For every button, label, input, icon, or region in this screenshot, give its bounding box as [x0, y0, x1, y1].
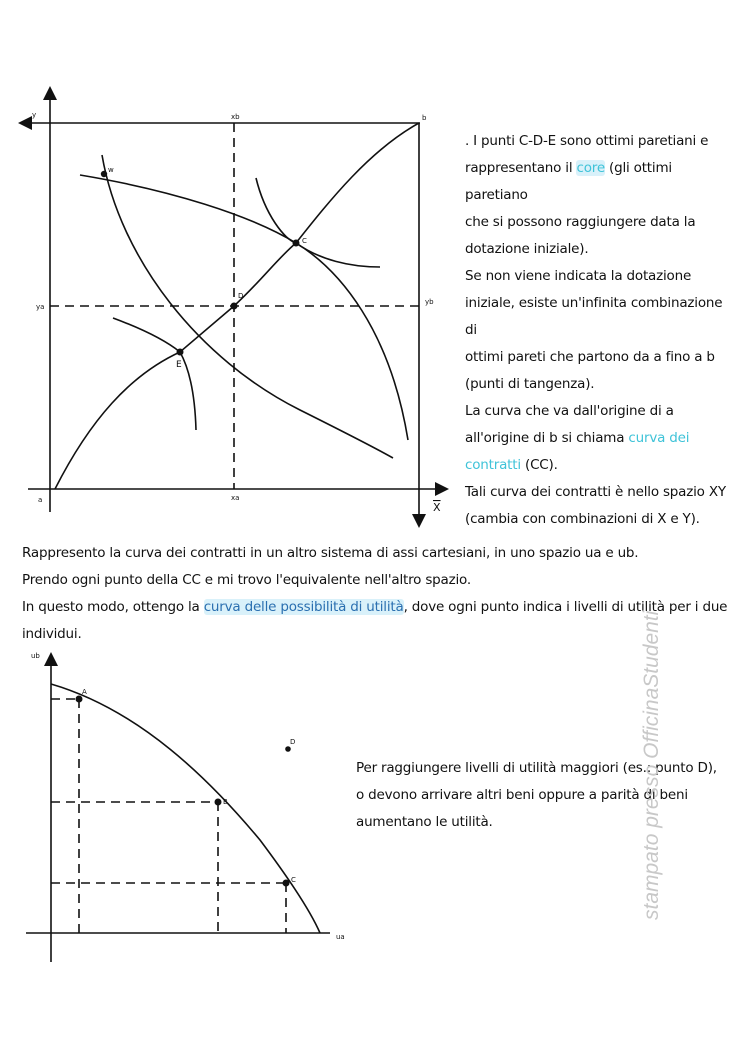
- highlight-contratti: contratti: [465, 457, 521, 473]
- label-yb: yb: [425, 298, 434, 306]
- note-line: Tali curva dei contratti è nello spazio XY: [465, 484, 726, 500]
- point-C: [283, 880, 290, 887]
- point-d: [231, 303, 238, 310]
- note-utility: [356, 755, 736, 836]
- label-ua: ua: [336, 933, 345, 941]
- note-line: dotazione iniziale).: [465, 241, 589, 257]
- label-C: C: [291, 876, 296, 884]
- label-A: A: [82, 688, 87, 696]
- note-line: aumentano le utilità.: [356, 814, 493, 830]
- arrow-up-ub-icon: [44, 652, 58, 666]
- note-pareto: [465, 128, 735, 533]
- note-line: o devono arrivare altri beni oppure a parità di beni: [356, 787, 688, 803]
- label-xb: xb: [231, 113, 240, 121]
- note-line: (cambia con combinazioni di X e Y).: [465, 511, 700, 527]
- label-w: w: [108, 166, 114, 174]
- utility-possibility-curve: [51, 684, 320, 933]
- note-line: rappresentano il core (gli ottimi paretiano: [465, 160, 672, 203]
- label-ub: ub: [31, 652, 40, 660]
- highlight-core: core: [576, 160, 605, 176]
- note-line: iniziale, esiste un'infinita combinazione di: [465, 295, 723, 338]
- arrow-up-icon: [43, 86, 57, 100]
- highlight-curva-dei: curva dei: [628, 430, 690, 446]
- point-A: [76, 696, 83, 703]
- body-line: In questo modo, ottengo la curva delle possibilità di utilità, dove ogni punto indica i livelli di utilità per i due: [22, 599, 728, 615]
- arrow-left-icon: [18, 116, 32, 130]
- arrow-down-icon: [412, 514, 426, 528]
- label-y: y: [32, 111, 37, 119]
- point-w: [101, 171, 107, 177]
- note-line: (punti di tangenza).: [465, 376, 595, 392]
- indifference-curve-b2: [256, 178, 380, 267]
- label-a: a: [38, 496, 43, 504]
- note-line: all'origine di b si chiama curva dei: [465, 430, 690, 446]
- label-xa: xa: [231, 494, 240, 502]
- body-line: Prendo ogni punto della CC e mi trovo l'equivalente nell'altro spazio.: [22, 572, 471, 588]
- label-x: X: [433, 501, 441, 514]
- label-d: D: [238, 292, 244, 300]
- body-line: individui.: [22, 626, 82, 642]
- body-line: Rappresento la curva dei contratti in un altro sistema di assi cartesiani, in uno spazio ua e ub.: [22, 545, 639, 561]
- label-b: b: [422, 114, 427, 122]
- label-ya: ya: [36, 303, 45, 311]
- point-B: [215, 799, 222, 806]
- label-c: C: [302, 237, 307, 245]
- indifference-curve-b1: [80, 175, 408, 440]
- label-e: E: [176, 360, 182, 370]
- note-line: Se non viene indicata la dotazione: [465, 268, 692, 284]
- note-line: Per raggiungere livelli di utilità maggiori (es.: punto D),: [356, 760, 717, 776]
- label-B: B: [223, 798, 228, 806]
- note-line: ottimi pareti che partono da a fino a b: [465, 349, 715, 365]
- label-D: D: [290, 738, 296, 746]
- indifference-curve-a2: [113, 318, 196, 430]
- note-line: contratti (CC).: [465, 457, 558, 473]
- point-c: [293, 240, 300, 247]
- note-line: che si possono raggiungere data la: [465, 214, 696, 230]
- point-D: [285, 746, 291, 752]
- highlight-utility-curve: curva delle possibilità di utilità: [203, 599, 404, 615]
- arrow-right-icon: [435, 482, 449, 496]
- note-line: . I punti C-D-E sono ottimi paretiani e: [465, 133, 709, 149]
- point-e: [177, 349, 184, 356]
- note-line: La curva che va dall'origine di a: [465, 403, 674, 419]
- watermark: stampato presso OfficinaStudenti: [640, 610, 663, 920]
- body-paragraph: [22, 540, 728, 648]
